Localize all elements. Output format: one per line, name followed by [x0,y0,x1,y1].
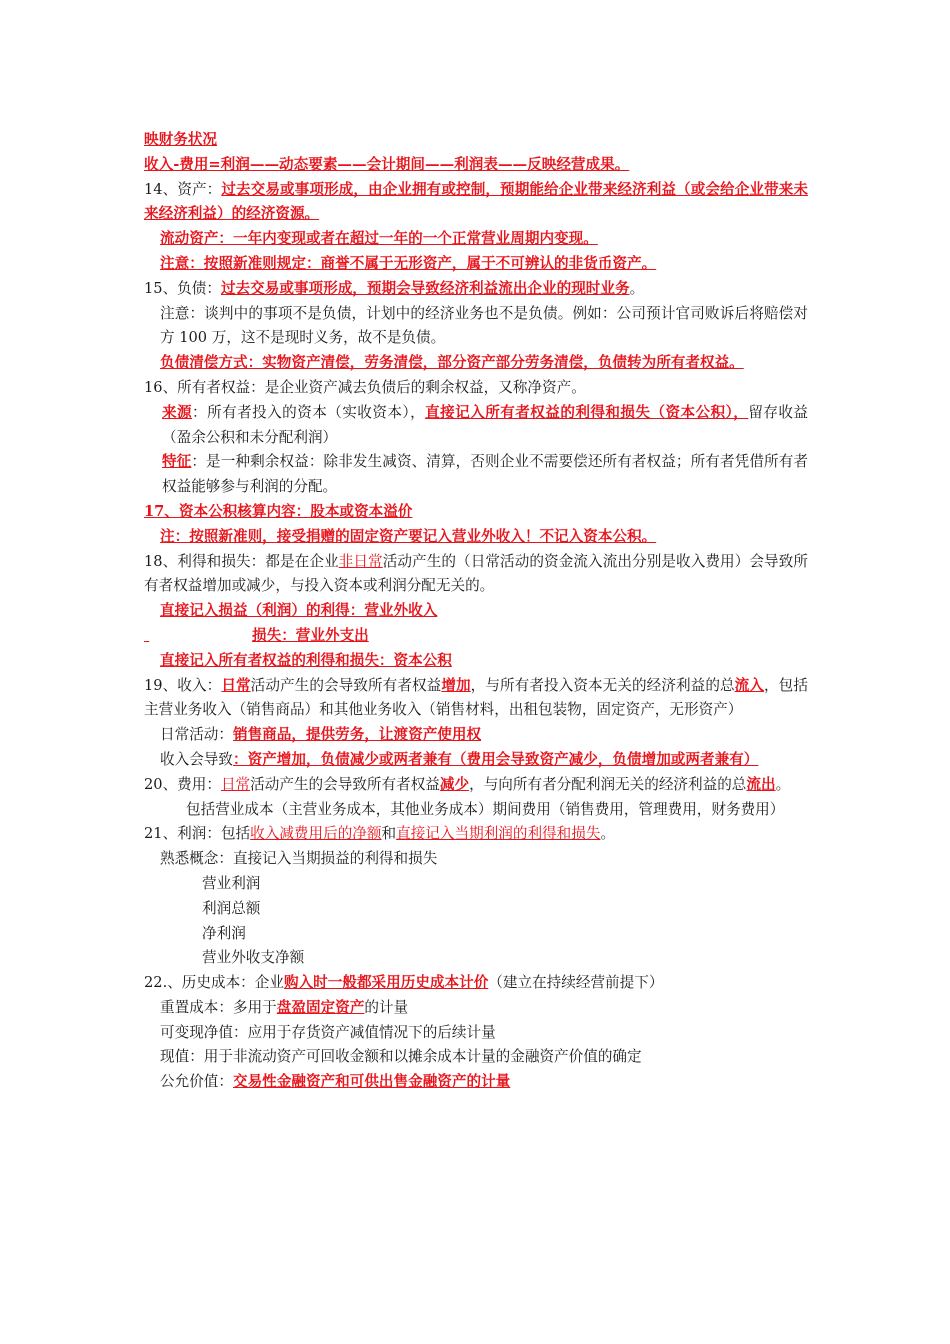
section-16-equity [144,376,808,401]
section-18-gains-losses [144,550,808,600]
body-text: 19、收入： [144,676,222,694]
emphasis-text: 17、资本公积核算内容：股本或资本溢价 [144,502,413,520]
emphasis-label: 来源 [162,403,193,421]
profit-item [144,946,808,971]
liability-note-paragraph [144,302,808,352]
body-text: 可变现净值：应用于存货资产减值情况下的后续计量 [160,1023,496,1041]
section-21-profit [144,822,808,847]
body-text: 留存收益（盈余公积和未分配利润） [162,403,808,446]
gain-line [144,599,808,624]
list-item: 营业外收支净额 [202,949,305,967]
punctuation: 。 [775,775,791,793]
body-text: 和 [381,825,397,843]
emphasis-text: 直接记入所有者权益的利得和损失：资本公积 [160,651,452,669]
emphasis-text: 盘盈固定资产 [276,998,365,1016]
section-22-historical-cost [144,971,808,996]
body-text: 20、费用： [144,775,221,793]
body-text: 注意：谈判中的事项不是负债，计划中的经济业务也不是负债。例如：公司预计官司败诉后将赔偿对方 100 万，这不是现时义务，故不是负债。 [160,304,808,347]
underlined-gap [144,624,240,649]
body-text: 收入会导致 [160,750,233,768]
section-label: 15、负债： [144,279,221,297]
body-text: 现值：用于非流动资产可回收金额和以摊余成本计量的金融资产价值的确定 [160,1048,642,1066]
body-text: 活动产生的会导致所有者权益 [250,676,442,694]
section-19-revenue [144,674,808,724]
emphasis-text: 收入减费用后的净额 [250,825,382,843]
equity-gain-line [144,649,808,674]
body-text: ：所有者投入的资本（实收资本）， [192,403,426,421]
body-text: 公允价值： [160,1073,233,1091]
section-14-assets [144,178,808,228]
emphasis-text: 直接记入当期利润的利得和损失 [396,825,601,843]
emphasis-text: 过去交易或事项形成，预期会导致经济利益流出企业的现时业务 [220,279,630,297]
current-assets-line [144,227,808,252]
equity-feature-paragraph [144,450,808,500]
line-continuation [144,128,808,153]
body-text: 日常活动： [160,726,233,744]
net-realizable-value-line [144,1021,808,1046]
emphasis-text: 流入 [734,676,765,694]
punctuation: 。 [629,279,645,297]
body-text: ：是一种剩余权益：除非发生减资、清算，否则企业不需要偿还所有者权益；所有者凭借所有者权益能够参与利润的分配。 [162,453,808,496]
list-item: 净利润 [202,924,246,942]
fair-value-line [144,1070,808,1095]
emphasis-text: 减少 [439,775,470,793]
emphasis-text: 映财务状况 [144,131,217,148]
present-value-line [144,1045,808,1070]
emphasis-text: 销售商品，提供劳务，让渡资产使用权 [232,726,482,744]
emphasis-text: ：资产增加，负债减少或两者兼有（费用会导致资产减少，负债增加或两者兼有） [232,750,759,768]
emphasis-text: 增加 [441,676,471,694]
body-text: 16、所有者权益：是企业资产减去负债后的剩余权益，又称净资产。 [144,378,586,396]
loss-line [144,624,808,649]
emphasis-text: 直接记入损益（利润）的利得：营业外收入 [160,602,438,620]
emphasis-label: 特征 [162,453,192,471]
document-body [144,128,808,1095]
emphasis-text: 注：按照新准则，接受捐赠的固定资产要记入营业外收入！不记入资本公积。 [160,527,657,545]
body-text: （建立在持续经营前提下） [488,974,664,992]
replacement-cost-line [144,996,808,1021]
body-text: 活动产生的会导致所有者权益 [250,775,440,793]
body-text: ，与所有者投入资本无关的经济利益的总 [470,676,735,694]
emphasis-text: 流动资产：一年内变现或者在超过一年的一个正常营业周期内变现。 [160,230,598,248]
emphasis-text: 收入-费用=利润——动态要素——会计期间——利润表——反映经营成果。 [144,155,630,173]
body-text: 包括营业成本（主营业务成本，其他业务成本）期间费用（销售费用，管理费用，财务费用） [186,800,785,818]
emphasis-text: 损失：营业外支出 [252,626,369,644]
emphasis-text: 交易性金融资产和可供出售金融资产的计量 [232,1073,511,1091]
body-text: 18、利得和损失：都是在企业 [144,552,339,570]
profit-item [144,897,808,922]
emphasis-text: 直接记入所有者权益的利得和损失（资本公积）， [425,403,749,421]
list-item: 营业利润 [202,874,261,892]
section-20-expense [144,773,808,798]
body-text: 的计量 [364,998,409,1016]
emphasis-text: 日常 [221,676,251,694]
concept-line [144,847,808,872]
section-17-capital-reserve [144,500,808,525]
body-text: 熟悉概念：直接记入当期损益的利得和损失 [160,850,438,868]
body-text: 21、利润：包括 [144,825,251,843]
emphasis-text: 购入时一般都采用历史成本计价 [283,974,489,992]
body-text: 22.、历史成本：企业 [144,974,284,992]
emphasis-text: 流出 [746,775,776,793]
body-text: 重置成本：多用于 [160,998,277,1016]
emphasis-text: 非日常 [338,552,383,570]
revenue-effect-paragraph [144,748,808,773]
punctuation: 。 [600,825,616,843]
daily-activity-line [144,723,808,748]
equity-source-paragraph [144,401,808,451]
goodwill-note-line [144,252,808,277]
section-15-liabilities [144,277,808,302]
profit-item [144,872,808,897]
emphasis-text: 注意：按照新准则规定：商誉不属于无形资产，属于不可辨认的非货币资产。 [160,254,657,272]
body-text: ，包括主营业务收入（销售商品）和其他业务收入（销售材料，出租包装物，固定资产，无形资产） [144,676,808,719]
profit-item [144,922,808,947]
emphasis-text: 日常 [220,775,251,793]
donation-note-line [144,525,808,550]
expense-includes-paragraph [144,798,808,823]
list-item: 利润总额 [202,899,261,917]
emphasis-text: 过去交易或事项形成，由企业拥有或控制，预期能给企业带来经济利益（或会给企业带来未来经济利益）的经济资源。 [144,180,808,223]
liability-settlement-line [144,351,808,376]
body-text: 活动产生的（日常活动的资金流入流出分别是收入费用）会导致所有者权益增加或减少，与投入资本或利润分配无关的。 [144,552,808,595]
body-text: ，与向所有者分配利润无关的经济利益的总 [469,775,747,793]
line-profit-formula [144,153,808,178]
emphasis-text: 负债清偿方式：实物资产清偿，劳务清偿，部分资产部分劳务清偿，负债转为所有者权益。 [160,354,744,372]
section-label: 14、资产： [144,180,222,198]
